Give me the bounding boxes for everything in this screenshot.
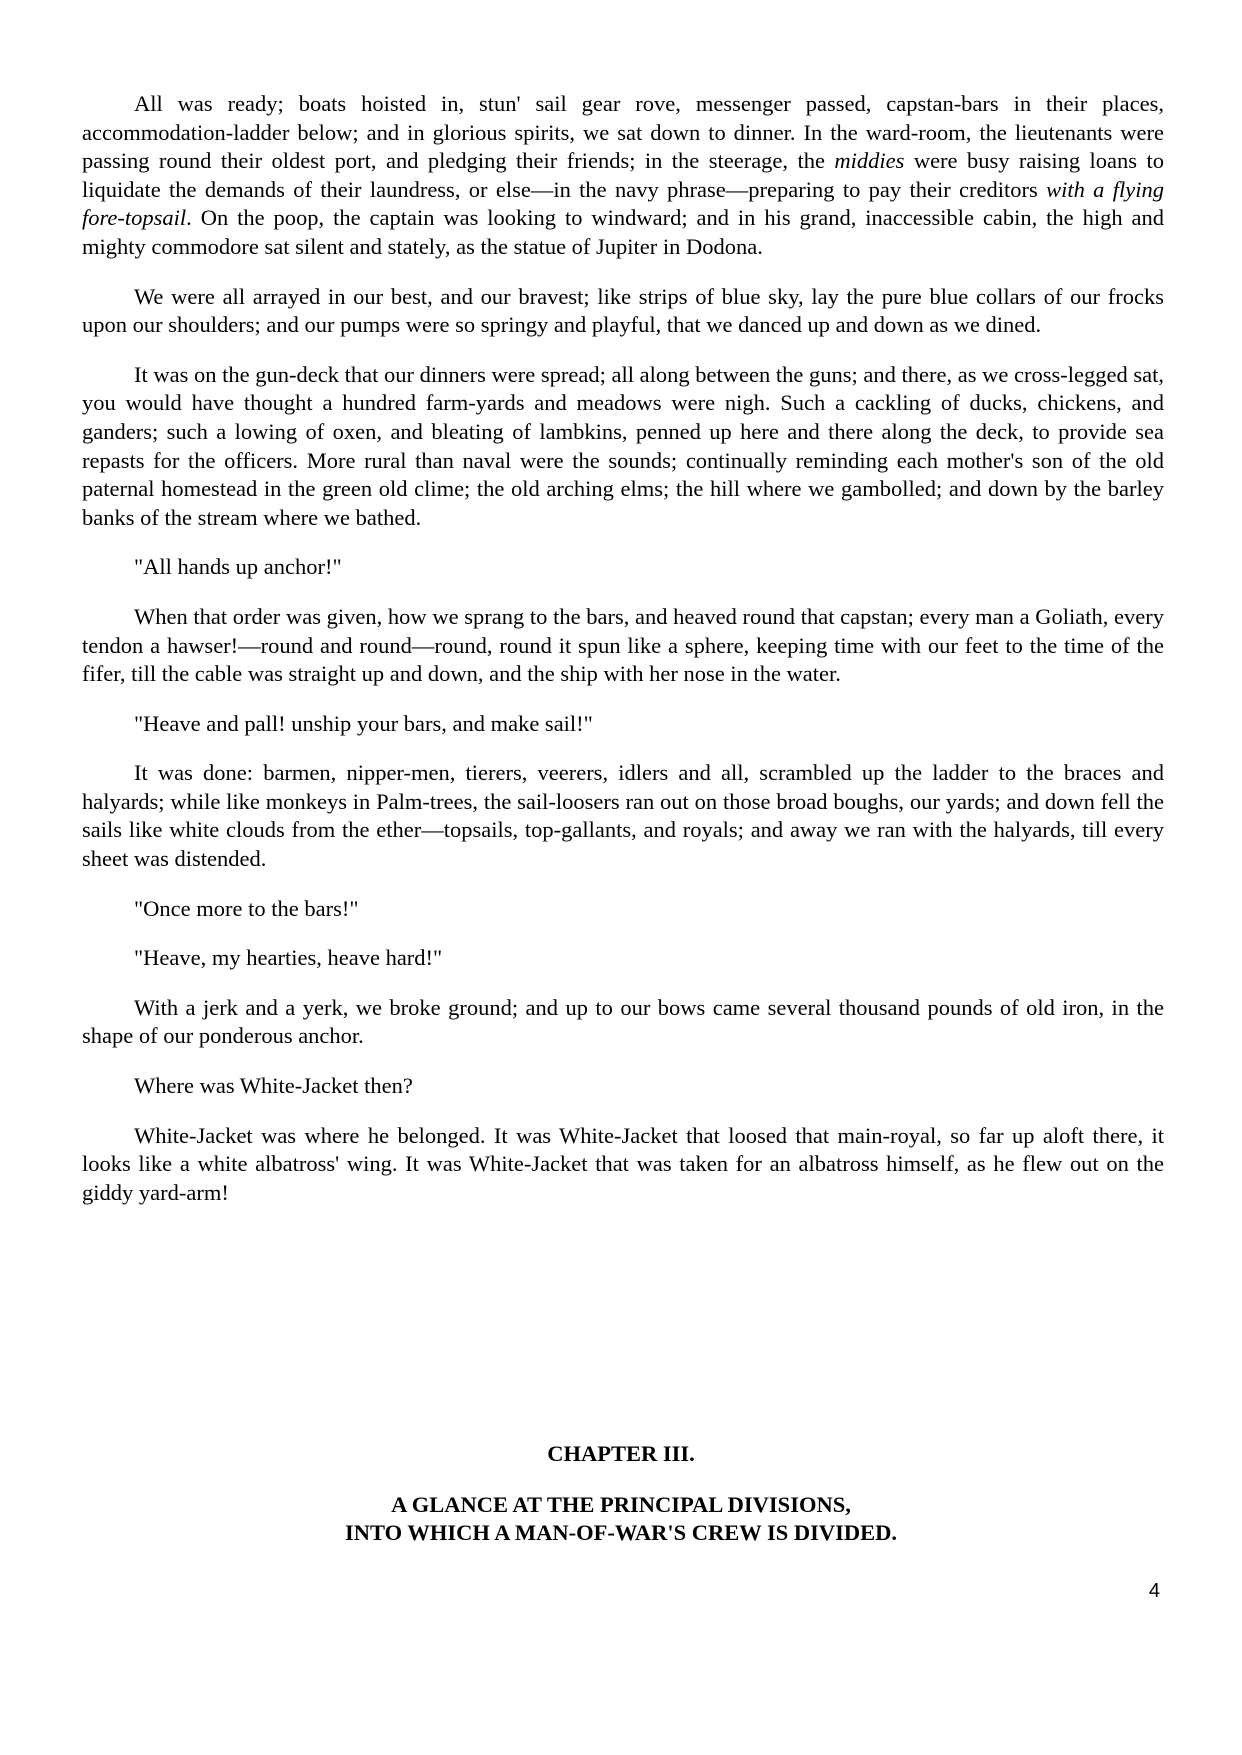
text-run: Where was White-Jacket then?	[134, 1073, 413, 1099]
text-run: "Once more to the bars!"	[134, 895, 359, 921]
text-run: It was done: barmen, nipper-men, tierers, veerers, idlers and all, scrambled up the ladder to the braces and halyards; while like monkeys in Palm-trees, the sail-loosers ran out on those broad boughs, our yards; and down fell the sails like white clouds from the ether—topsails, top-gallants, and royals; and away we ran with the halyards, till every sheet was distended.	[82, 760, 1164, 872]
text-run: We were all arrayed in our best, and our bravest; like strips of blue sky, lay the pure blue collars of our frocks upon our shoulders; and our pumps were so springy and playful, that we danced up and down as we dined.	[82, 283, 1164, 338]
paragraph	[82, 944, 1164, 973]
italic-text: middies	[834, 148, 905, 174]
paragraph	[82, 994, 1164, 1051]
paragraph	[82, 90, 1164, 262]
paragraph	[82, 895, 1164, 924]
body-text	[82, 90, 1164, 1228]
chapter-title	[0, 1491, 1242, 1548]
text-run: were busy raising loans to liquidate the demands of their laundress, or else—in the navy phrase—preparing to pay their creditors	[82, 148, 1164, 202]
paragraph	[82, 553, 1164, 582]
text-run: "Heave, my hearties, heave hard!"	[134, 945, 443, 971]
chapter-heading	[0, 1440, 1242, 1548]
italic-text: with a flying fore-topsail	[82, 176, 1165, 231]
paragraph	[82, 361, 1164, 533]
chapter-title-line: A GLANCE AT THE PRINCIPAL DIVISIONS,	[391, 1491, 851, 1517]
paragraph	[82, 603, 1164, 689]
text-run: It was on the gun-deck that our dinners were spread; all along between the guns; and there, as we cross-legged sat, you would have thought a hundred farm-yards and meadows were nigh. Such a cackling of ducks, chickens, and ganders; such a lowing of oxen, and bleating of lambkins, penned up here and there along the deck, to provide sea repasts for the officers. More rural than naval were the sounds; continually reminding each mother's son of the old paternal homestead in the green old clime; the old arching elms; the hill where we gambolled; and down by the barley banks of the stream where we bathed.	[82, 361, 1164, 530]
text-run: White-Jacket was where he belonged. It was White-Jacket that loosed that main-royal, so far up aloft there, it looks like a white albatross' wing. It was White-Jacket that was taken for an albatross himself, as he flew out on the giddy yard-arm!	[82, 1122, 1164, 1205]
paragraph	[82, 283, 1164, 340]
paragraph	[82, 1072, 1164, 1101]
text-run: "All hands up anchor!"	[134, 554, 342, 580]
paragraph	[82, 710, 1164, 739]
paragraph	[82, 759, 1164, 873]
chapter-title-line: INTO WHICH A MAN-OF-WAR'S CREW IS DIVIDED.	[345, 1520, 897, 1546]
text-run: When that order was given, how we sprang to the bars, and heaved round that capstan; every man a Goliath, every tendon a hawser!—round and round—round, round it spun like a sphere, keeping time with our feet to the time of the fifer, till the cable was straight up and down, and the ship with her nose in the water.	[82, 603, 1164, 687]
page-number: 4	[1148, 1580, 1160, 1602]
text-run: All was ready; boats hoisted in, stun' sail gear rove, messenger passed, capstan-bars in their places, accommodation-ladder below; and in glorious spirits, we sat down to dinner. In the ward-room, the lieutenants were passing round their oldest port, and pledging their friends; in the steerage, the	[82, 91, 1164, 174]
paragraph	[82, 1122, 1164, 1208]
text-run: . On the poop, the captain was looking to windward; and in his grand, inaccessible cabin, the high and mighty commodore sat silent and stately, as the statue of Jupiter in Dodona.	[82, 205, 1164, 259]
text-run: With a jerk and a yerk, we broke ground; and up to our bows came several thousand pounds of old iron, in the shape of our ponderous anchor.	[82, 994, 1164, 1049]
text-run: "Heave and pall! unship your bars, and make sail!"	[134, 710, 593, 736]
chapter-number: CHAPTER III.	[547, 1441, 695, 1466]
